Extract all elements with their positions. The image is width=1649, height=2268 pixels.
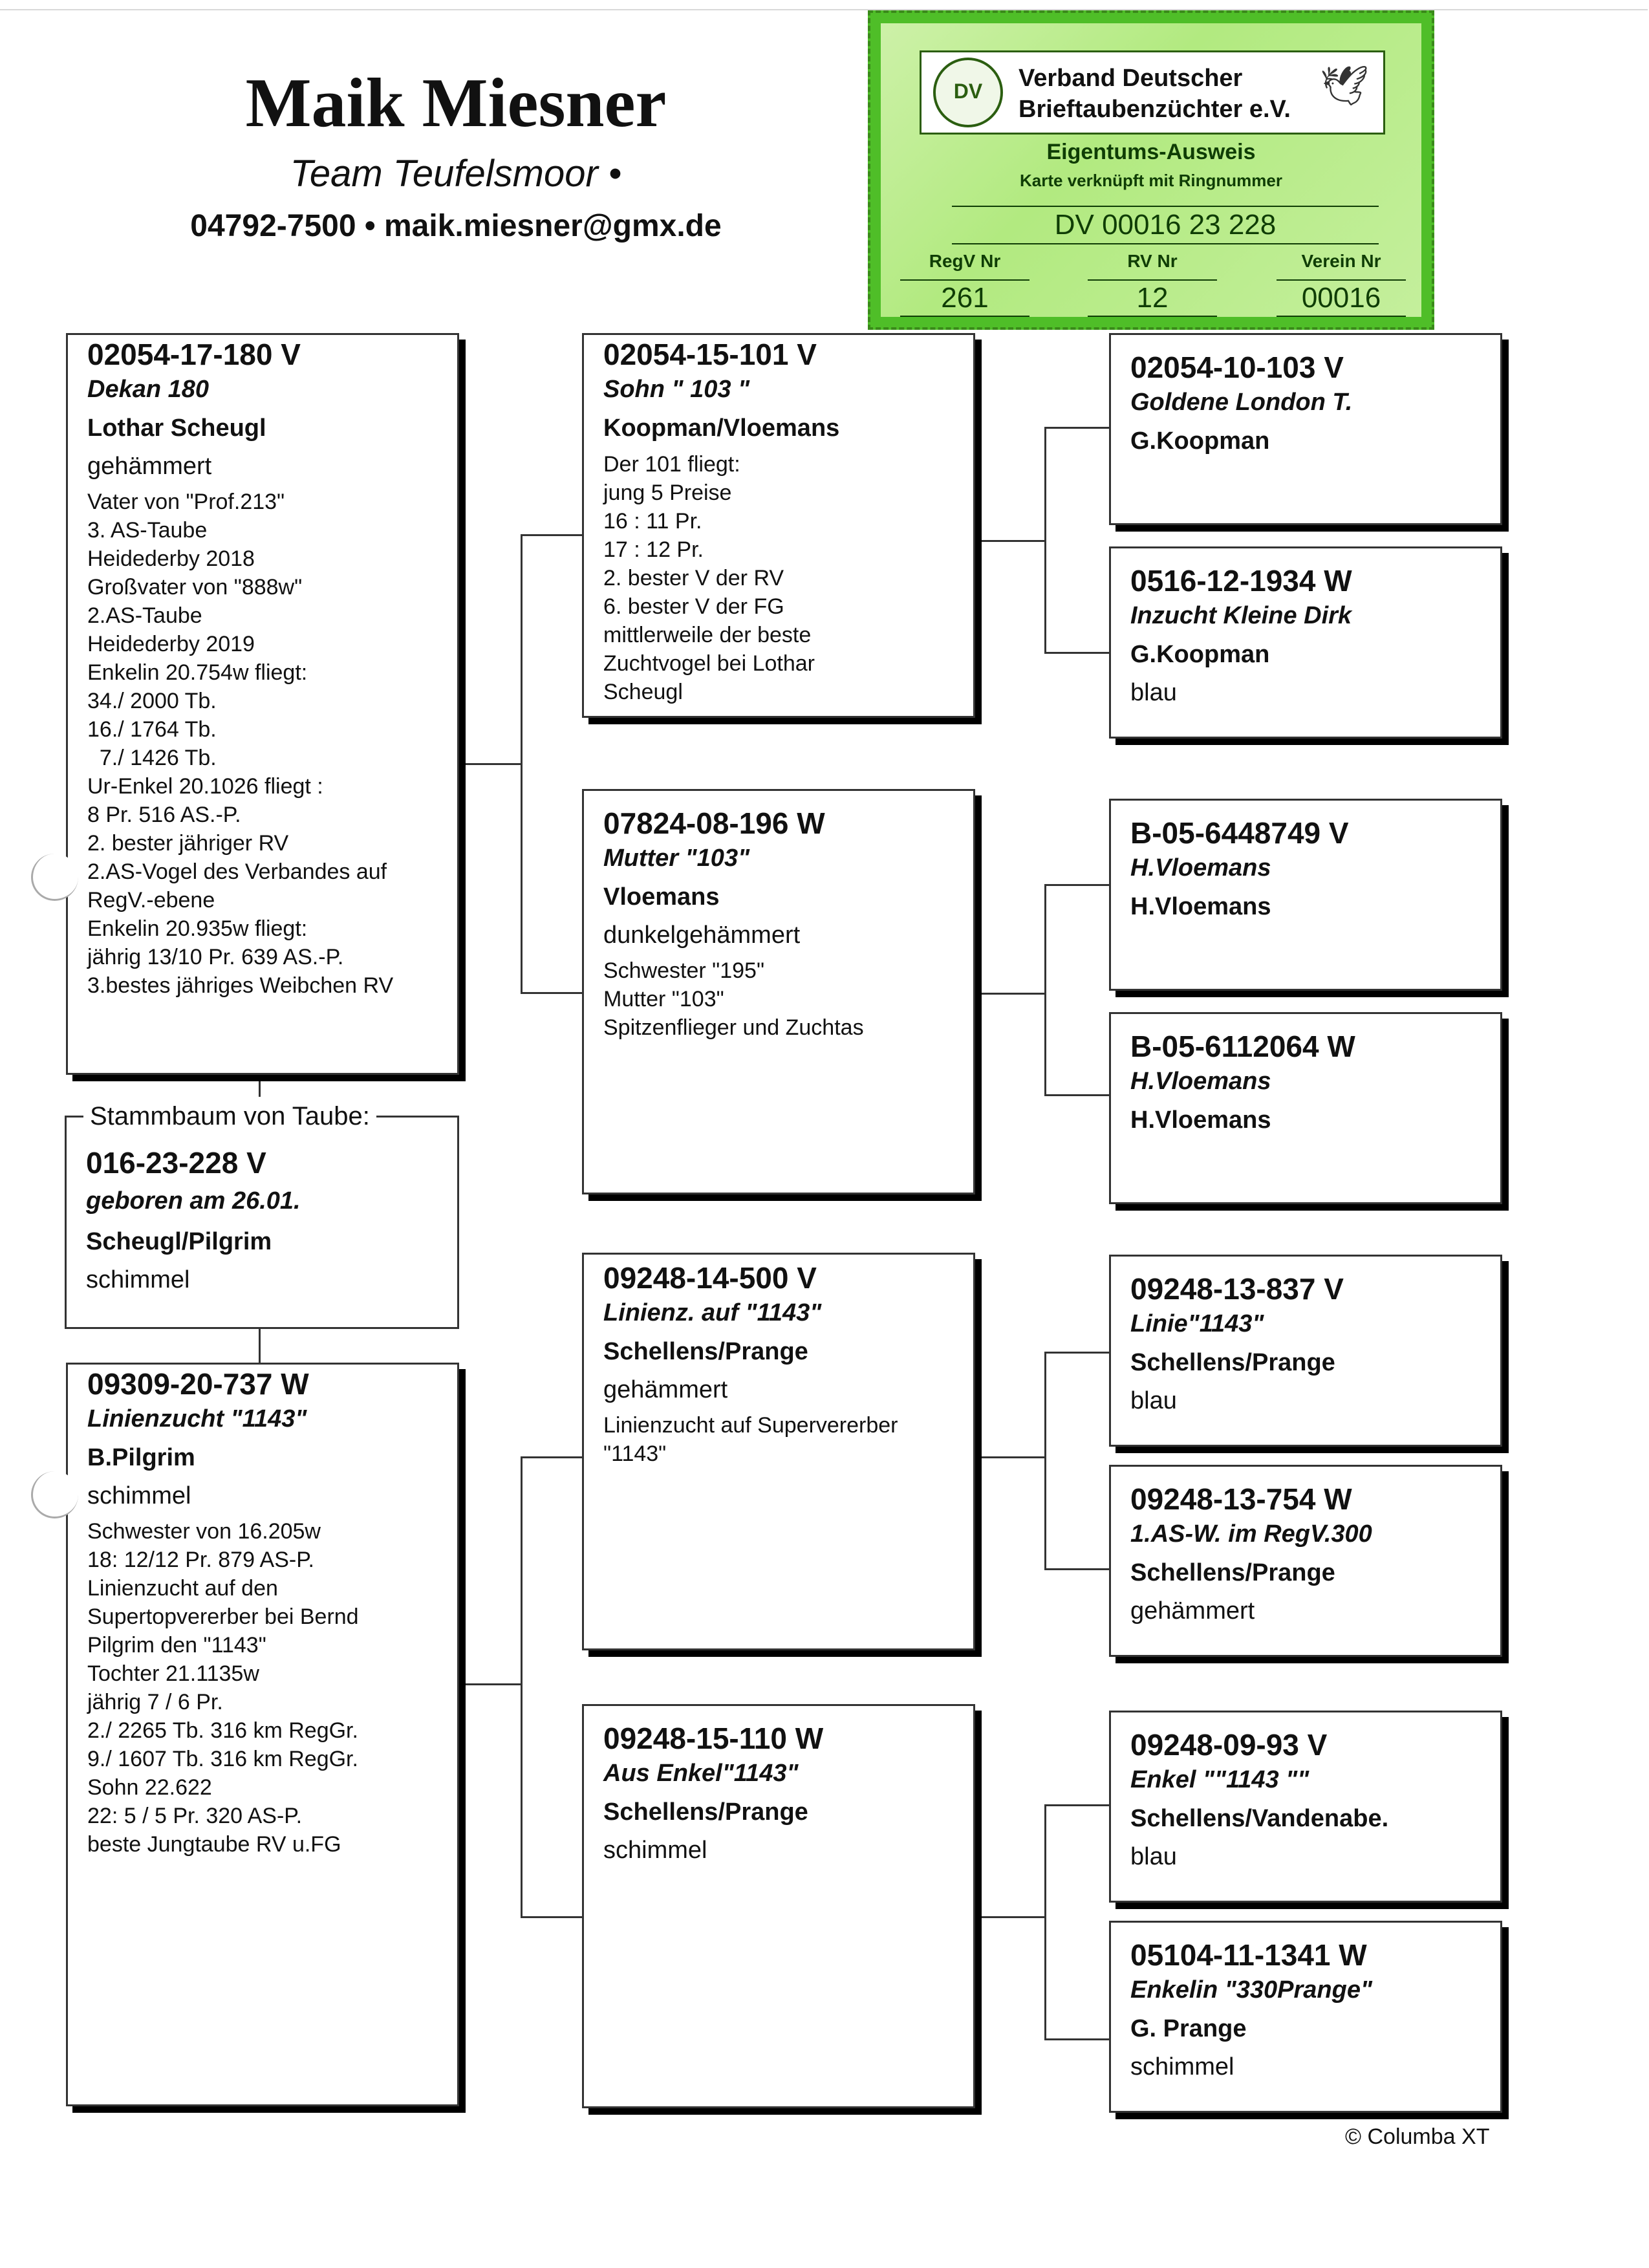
note-line: Heidederby 2018 <box>87 546 255 571</box>
note-line: 3. AS-Taube <box>87 518 208 543</box>
note-line: Pilgrim den "1143" <box>87 1633 266 1658</box>
note-line: jung 5 Preise <box>603 481 732 505</box>
card-org-line2: Brieftaubenzüchter e.V. <box>1018 96 1291 123</box>
card-org-name <box>1018 63 1291 125</box>
color-label: gehämmert <box>87 453 212 480</box>
pedigree-subject-box <box>65 1102 459 1329</box>
connector-father-out <box>459 763 523 765</box>
note-line: 7./ 1426 Tb. <box>87 746 217 770</box>
note-line: 2.AS-Vogel des Verbandes auf <box>87 859 387 884</box>
note-line: Großvater von "888w" <box>87 575 303 599</box>
breeder-label: H.Vloemans <box>1130 1107 1271 1134</box>
card-title: Eigentums-Ausweis <box>1046 140 1256 164</box>
connector-mm-out <box>975 1916 1046 1918</box>
connector-mf-out <box>975 1456 1046 1458</box>
pedigree-box-mff <box>1109 1255 1502 1447</box>
breeder-label: B.Pilgrim <box>87 1444 195 1471</box>
bird-name: Enkel ""1143 "" <box>1130 1766 1310 1793</box>
bird-notes <box>87 488 438 1000</box>
note-line: Enkelin 20.754w fliegt: <box>87 660 308 685</box>
note-line: 18: 12/12 Pr. 879 AS-P. <box>87 1548 314 1572</box>
ring-number: 09248-09-93 V <box>1130 1728 1328 1762</box>
pedigree-box-fmm <box>1109 1012 1502 1204</box>
card-ring-number: DV 00016 23 228 <box>952 206 1379 244</box>
connector-fm-bracket <box>1044 884 1046 1096</box>
ring-number: B-05-6448749 V <box>1130 816 1349 850</box>
copyright-footer: © Columba XT <box>1345 2124 1490 2149</box>
connector-to-mmf <box>1044 1804 1109 1806</box>
color-label: schimmel <box>603 1837 707 1864</box>
bird-name: Mutter "103" <box>603 845 750 872</box>
connector-mother-out <box>459 1683 523 1685</box>
ring-number: 09309-20-737 W <box>87 1367 309 1401</box>
bird-name: Aus Enkel"1143" <box>603 1760 799 1787</box>
note-line: 34./ 2000 Tb. <box>87 689 217 713</box>
note-line: Vater von "Prof.213" <box>87 490 285 514</box>
ring-number: 09248-14-500 V <box>603 1261 817 1295</box>
ring-number: 0516-12-1934 W <box>1130 564 1352 598</box>
connector-mm-bracket <box>1044 1804 1046 2040</box>
note-line: Tochter 21.1135w <box>87 1661 259 1686</box>
breeder-label: Schellens/Prange <box>603 1798 808 1826</box>
pedigree-box-mmf <box>1109 1711 1502 1903</box>
card-org-line1: Verband Deutscher <box>1018 65 1243 92</box>
connector-to-fmm <box>1044 1094 1109 1096</box>
breeder-label: Schellens/Prange <box>603 1338 808 1365</box>
breeder-label: Schellens/Vandenabe. <box>1130 1805 1389 1832</box>
punch-hole <box>31 1471 78 1518</box>
pedigree-box-ffm <box>1109 546 1502 739</box>
note-line: mittlerweile der beste <box>603 623 812 647</box>
pedigree-box-father <box>66 333 459 1075</box>
color-label: blau <box>1130 1843 1177 1870</box>
note-line: Zuchtvogel bei Lothar <box>603 651 815 676</box>
birth-date: geboren am 26.01. <box>86 1187 301 1215</box>
bird-name: Linienz. auf "1143" <box>603 1299 822 1326</box>
breeder-label: Vloemans <box>603 883 720 911</box>
breeder-label: G.Koopman <box>1130 427 1270 455</box>
pedigree-box-fff <box>1109 333 1502 525</box>
pedigree-box-maternal-grandfather <box>582 1253 975 1650</box>
bird-name: Linienzucht "1143" <box>87 1405 307 1432</box>
pedigree-box-paternal-grandfather <box>582 333 975 718</box>
connector-subject-mother <box>259 1329 261 1363</box>
bird-name: Sohn " 103 " <box>603 376 750 403</box>
note-line: 16 : 11 Pr. <box>603 509 702 534</box>
ring-number: 02054-17-180 V <box>87 338 301 371</box>
color-label: schimmel <box>87 1482 191 1509</box>
connector-ff-bracket <box>1044 427 1046 653</box>
color-label: blau <box>1130 1387 1177 1414</box>
bird-name: Inzucht Kleine Dirk <box>1130 602 1352 629</box>
note-line: "1143" <box>603 1442 667 1466</box>
bird-name: Goldene London T. <box>1130 389 1353 416</box>
ring-number: 02054-10-103 V <box>1130 351 1344 384</box>
note-line: Spitzenflieger und Zuchtas <box>603 1015 864 1040</box>
connector-to-mm <box>521 1916 583 1918</box>
connector-to-fmf <box>1044 884 1109 886</box>
connector-mother-bracket <box>521 1456 523 1918</box>
bird-name: H.Vloemans <box>1130 1068 1271 1095</box>
connector-fm-out <box>975 993 1046 995</box>
note-line: Ur-Enkel 20.1026 fliegt : <box>87 774 323 799</box>
breeder-contact: 04792-7500 • maik.miesner@gmx.de <box>190 209 722 243</box>
note-line: 2. bester jähriger RV <box>87 831 289 856</box>
bird-name: H.Vloemans <box>1130 854 1271 881</box>
note-line: Linienzucht auf den <box>87 1576 278 1601</box>
bird-name: Enkelin "330Prange" <box>1130 1976 1372 2003</box>
ring-number: 016-23-228 V <box>86 1146 266 1180</box>
breeder-label: H.Vloemans <box>1130 893 1271 920</box>
note-line: Der 101 fliegt: <box>603 452 740 477</box>
connector-to-ffm <box>1044 652 1109 654</box>
note-line: 2. bester V der RV <box>603 566 784 590</box>
breeder-label: Koopman/Vloemans <box>603 415 840 442</box>
note-line: 22: 5 / 5 Pr. 320 AS-P. <box>87 1804 303 1828</box>
note-line: Supertopvererber bei Bernd <box>87 1604 359 1629</box>
ring-number: 02054-15-101 V <box>603 338 817 371</box>
connector-mf-bracket <box>1044 1352 1046 1570</box>
ring-number: 09248-15-110 W <box>603 1722 824 1755</box>
breeder-label: Schellens/Prange <box>1130 1559 1335 1586</box>
ring-number: 09248-13-837 V <box>1130 1272 1344 1306</box>
breeder-header <box>91 61 821 248</box>
card-regv-value: 261 <box>900 279 1029 317</box>
ring-number: B-05-6112064 W <box>1130 1030 1355 1063</box>
note-line: Schwester von 16.205w <box>87 1519 321 1544</box>
bird-notes <box>87 1517 438 1859</box>
color-label: schimmel <box>1130 2053 1234 2080</box>
bird-name: Linie"1143" <box>1130 1310 1264 1337</box>
note-line: Scheugl <box>603 680 683 704</box>
connector-to-mfm <box>1044 1568 1109 1570</box>
breeder-label: Scheugl/Pilgrim <box>86 1228 272 1255</box>
card-verein-label: Verein Nr <box>1301 251 1381 271</box>
breeder-label: Schellens/Prange <box>1130 1349 1335 1376</box>
ring-number: 05104-11-1341 W <box>1130 1938 1367 1972</box>
pedigree-box-mother <box>66 1363 459 2106</box>
pedigree-box-mmm <box>1109 1921 1502 2113</box>
note-line: 17 : 12 Pr. <box>603 537 704 562</box>
bird-name: 1.AS-W. im RegV.300 <box>1130 1520 1372 1548</box>
card-regv-label: RegV Nr <box>929 251 1001 271</box>
pedigree-box-maternal-grandmother <box>582 1704 975 2108</box>
card-background <box>881 23 1421 317</box>
ownership-card <box>868 10 1434 330</box>
note-line: 2./ 2265 Tb. 316 km RegGr. <box>87 1718 358 1743</box>
bird-name: Dekan 180 <box>87 376 210 403</box>
pedigree-box-mfm <box>1109 1465 1502 1657</box>
pigeon-icon: 🕊 <box>1319 64 1370 107</box>
note-line: Sohn 22.622 <box>87 1775 212 1800</box>
note-line: jährig 13/10 Pr. 639 AS.-P. <box>87 945 344 969</box>
color-label: gehämmert <box>1130 1597 1255 1625</box>
card-rv-label: RV Nr <box>1127 251 1178 271</box>
note-line: jährig 7 / 6 Pr. <box>87 1690 223 1714</box>
breeder-label: Lothar Scheugl <box>87 415 266 442</box>
subject-legend: Stammbaum von Taube: <box>83 1097 376 1136</box>
note-line: 6. bester V der FG <box>603 594 784 619</box>
note-line: 2.AS-Taube <box>87 603 202 628</box>
connector-ff-out <box>975 540 1046 542</box>
connector-father-bracket <box>521 534 523 993</box>
note-line: Mutter "103" <box>603 987 724 1011</box>
bird-notes <box>603 956 954 1042</box>
connector-to-mff <box>1044 1352 1109 1354</box>
connector-to-fff <box>1044 427 1109 429</box>
card-rv-value: 12 <box>1088 279 1217 317</box>
connector-to-mf <box>521 1456 583 1458</box>
subject-body <box>86 1143 301 1299</box>
punch-hole <box>31 854 78 901</box>
ring-number: 07824-08-196 W <box>603 806 825 840</box>
card-header <box>920 50 1385 135</box>
note-line: Heidederby 2019 <box>87 632 255 656</box>
note-line: RegV.-ebene <box>87 888 215 913</box>
connector-to-mmm <box>1044 2038 1109 2040</box>
note-line: Schwester "195" <box>603 958 765 983</box>
color-label: blau <box>1130 679 1177 706</box>
pedigree-box-fmf <box>1109 799 1502 991</box>
color-label: gehämmert <box>603 1376 728 1403</box>
card-verein-value: 00016 <box>1277 279 1406 317</box>
pedigree-box-paternal-grandmother <box>582 789 975 1194</box>
note-line: 9./ 1607 Tb. 316 km RegGr. <box>87 1747 358 1771</box>
note-line: 8 Pr. 516 AS.-P. <box>87 803 241 827</box>
color-label: schimmel <box>86 1266 190 1293</box>
bird-notes <box>603 450 954 706</box>
breeder-name: Maik Miesner <box>245 65 667 142</box>
connector-to-ff <box>521 534 583 536</box>
connector-to-fm <box>521 992 583 994</box>
note-line: 16./ 1764 Tb. <box>87 717 217 742</box>
note-line: beste Jungtaube RV u.FG <box>87 1832 341 1857</box>
note-line: Enkelin 20.935w fliegt: <box>87 916 308 941</box>
note-line: Linienzucht auf Supervererber <box>603 1413 898 1438</box>
card-subtitle: Karte verknüpft mit Ringnummer <box>1020 171 1282 190</box>
note-line: 3.bestes jähriges Weibchen RV <box>87 973 394 998</box>
breeder-label: G.Koopman <box>1130 641 1270 668</box>
color-label: dunkelgehämmert <box>603 922 801 949</box>
bird-notes <box>603 1411 954 1468</box>
ring-number: 09248-13-754 W <box>1130 1482 1352 1516</box>
breeder-label: G. Prange <box>1130 2015 1247 2042</box>
association-seal-icon <box>933 58 1003 127</box>
breeder-team: Team Teufelsmoor • <box>290 153 622 195</box>
